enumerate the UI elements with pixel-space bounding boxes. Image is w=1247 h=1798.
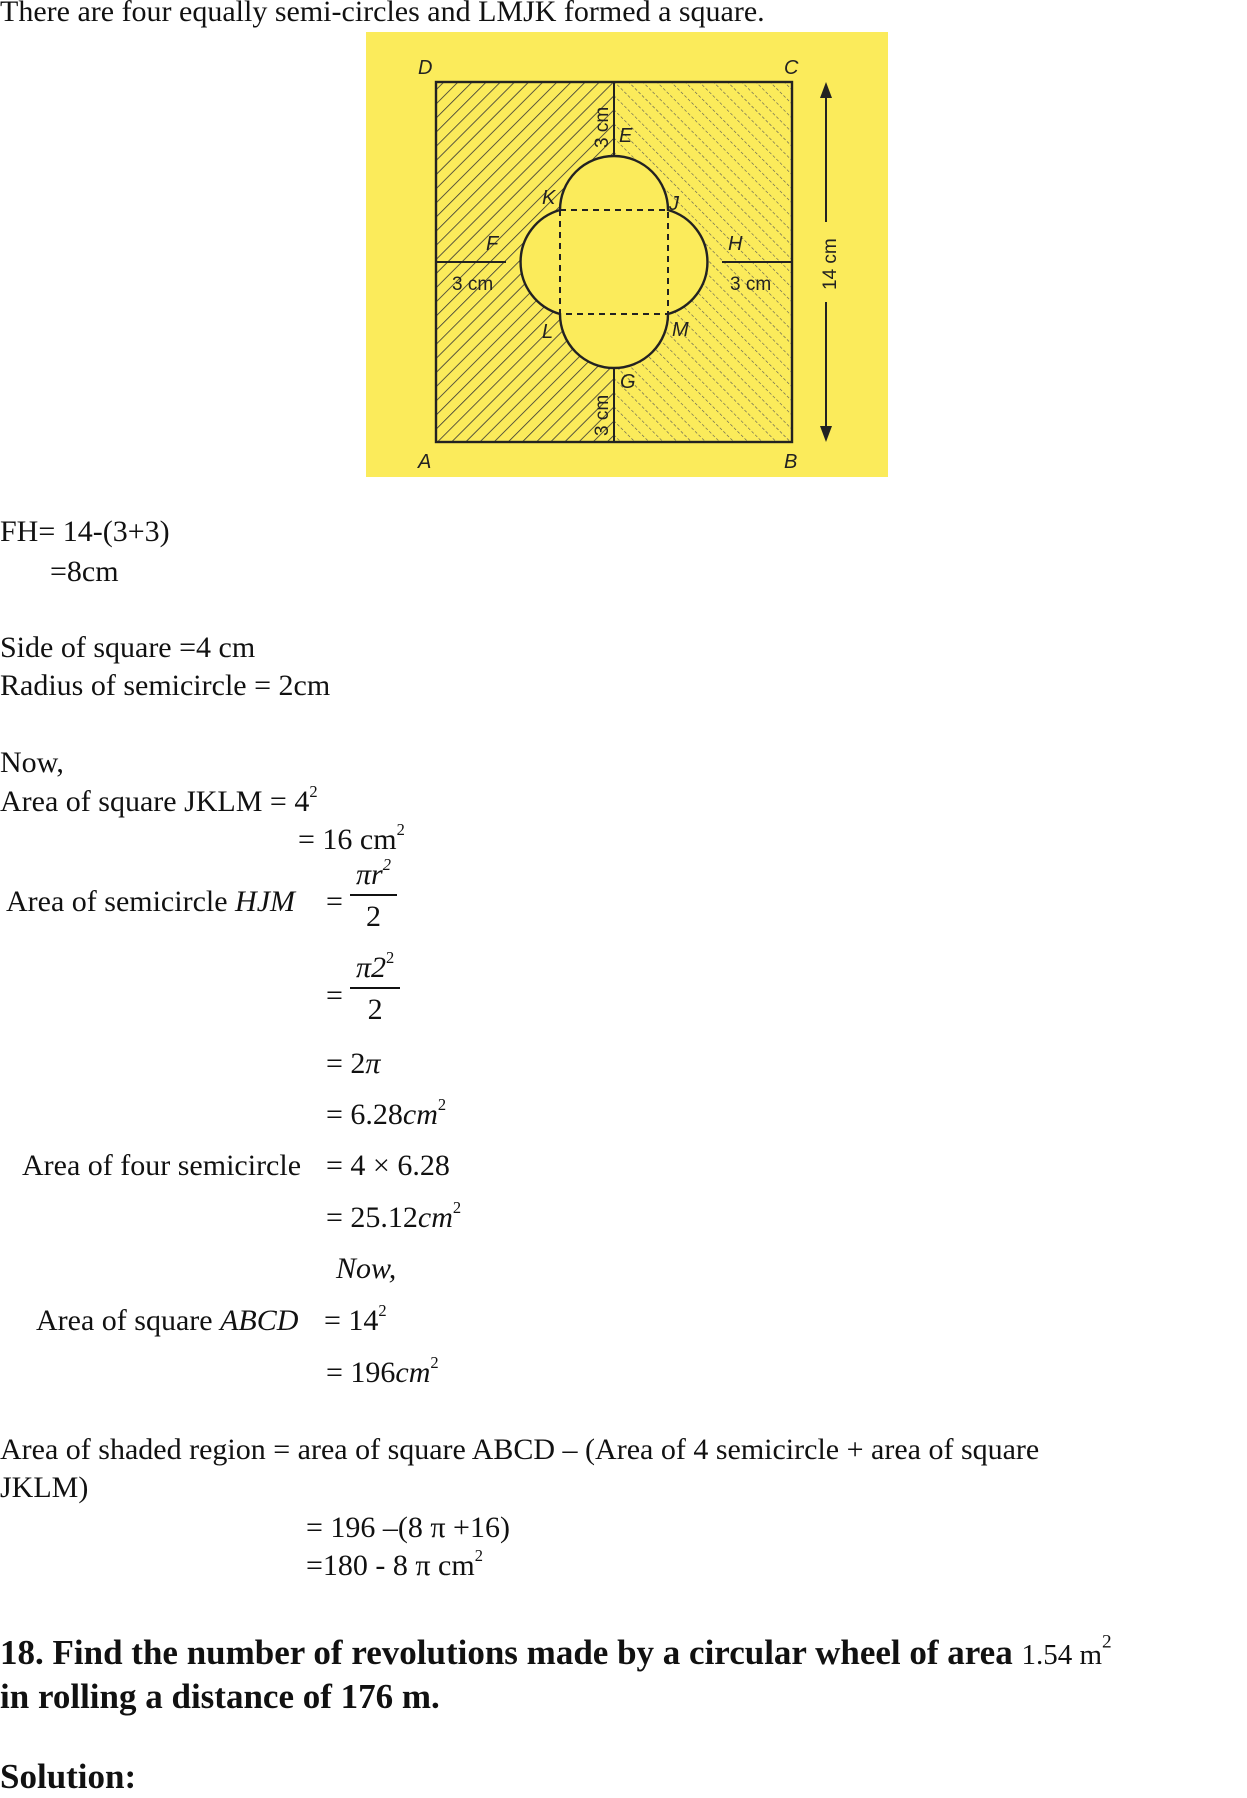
question-18-line-2: in rolling a distance of 176 m. [0,1677,440,1716]
shaded-calc-1: = 196 –(8 π +16) [306,1511,510,1544]
label-14cm: 14 cm [820,238,841,290]
fh-line-2: =8cm [50,555,119,588]
four-semicircle-result: = $25.12cm^2$ [326,1197,462,1234]
label-B: B [784,451,798,473]
label-J: J [669,193,679,215]
label-E: E [619,125,633,147]
area-jklm-result-text: = 16 cm [298,823,397,856]
shaded-area-line-1: Area of shaded region = area of square ABCD – (Area of 4 semicircle + area of square [0,1433,1040,1466]
label-F: F [486,233,499,255]
area-abcd-value: = $14^2$ [324,1300,387,1337]
label-3cm-top: 3 cm [592,106,613,148]
label-3cm-right: 3 cm [730,274,772,295]
shaded-area-line-2: JKLM) [0,1471,89,1504]
two-pi-line: = 2π [326,1047,381,1080]
label-H: H [728,233,743,255]
fraction-2-denominator: 2 [367,993,383,1026]
solution-heading: Solution: [0,1757,137,1796]
label-L: L [542,321,554,343]
intro-text: There are four equally semi-circles and LMJK formed a square. [0,0,765,28]
area-abcd-result: = $196cm^2$ [326,1352,439,1389]
now-label-1: Now, [0,746,64,779]
figure-diagram [366,32,888,477]
fraction-2-bar [350,987,400,989]
fraction-2-numerator: $\pi 2^2$ [356,947,395,984]
fraction-1-numerator: $\pi r^2$ [356,854,391,891]
six-28-line: = $6.28cm^2$ [326,1094,447,1131]
area-jklm-text: Area of square JKLM = 4 [0,785,310,818]
label-A: A [418,451,432,473]
semicircle-area-label [6,884,295,920]
equals-2: = [326,979,343,1012]
shaded-calc-2: =180 - 8 π $cm^2$ [306,1545,483,1582]
geometry-figure [366,32,888,477]
label-C: C [784,57,799,79]
fraction-pi-r-squared [350,854,397,934]
radius-of-semicircle: Radius of semicircle = 2cm [0,669,331,702]
fraction-pi-2-squared [350,947,400,1027]
label-D: D [418,57,433,79]
side-of-square: Side of square =4 cm [0,631,256,664]
label-G: G [620,371,636,393]
question-18-line-1: 18. Find the number of revolutions made by a circular wheel of area 1.54 $m^2$ [0,1631,1112,1672]
fraction-1-bar [350,894,397,896]
four-semicircle-value: = 4 × 6.28 [326,1149,450,1182]
fraction-1-denominator: 2 [365,900,381,933]
fh-line-1: FH= 14-(3+3) [0,515,170,548]
semicircle-label-text: Area of semicircle [6,885,236,918]
label-M: M [672,319,689,341]
four-semicircle-label: Area of four semicircle [22,1149,302,1182]
area-jklm-result-exponent: 2 [396,819,405,839]
semicircle-label-name: HJM [235,885,296,918]
label-3cm-left: 3 cm [452,274,494,295]
area-jklm-line [0,781,318,820]
area-abcd-label: Area of square ABCD [36,1304,299,1337]
semicircle-equals: = [326,885,343,918]
area-jklm-result [298,819,405,858]
label-3cm-bottom: 3 cm [592,394,613,436]
area-jklm-exponent: 2 [309,781,318,801]
label-K: K [542,187,556,209]
now-label-2: Now, [336,1252,397,1285]
